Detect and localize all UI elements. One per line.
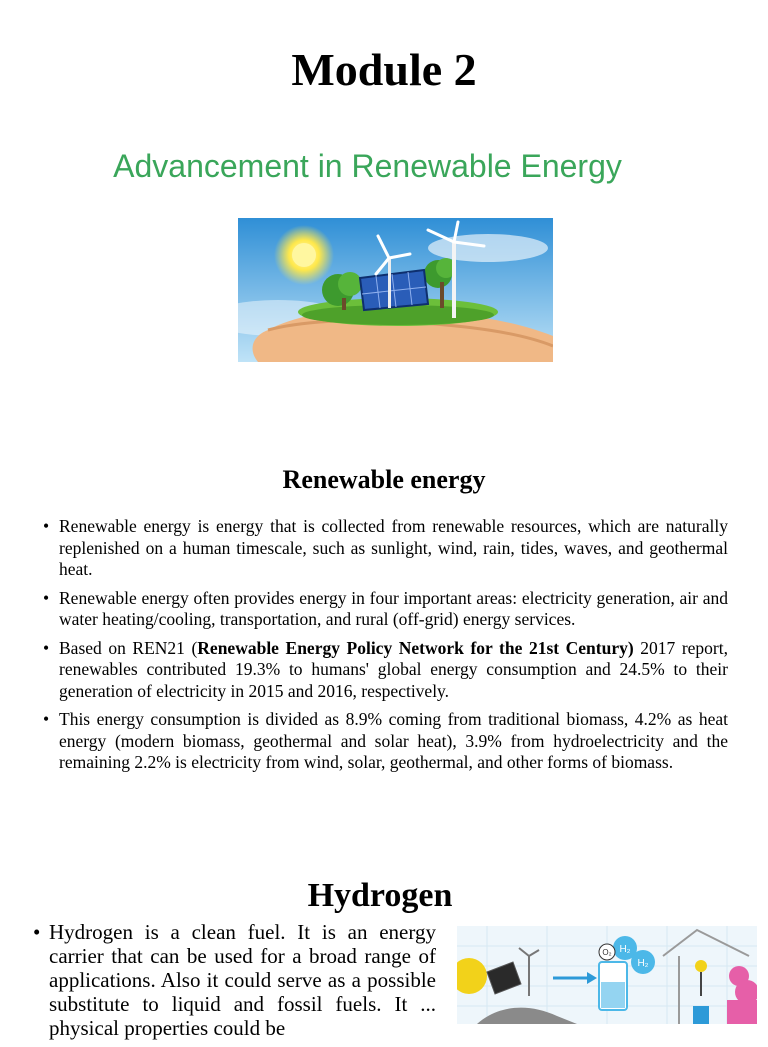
list-item: • Renewable energy is energy that is collected from renewable resources, which are naturally replenished on a human timescale, such as sunlight, wind, rain, tides, waves, and geothermal heat. [43, 516, 728, 579]
hero-image [238, 218, 553, 362]
bullet-icon: • [33, 920, 41, 944]
list-item: • Based on REN21 (Renewable Energy Policy Network for the 21st Century) 2017 report, renewables contributed 19.3% to humans' global energy consumption and 24.5% to their generation of electricity in 2015 and 2016, respectively. [43, 637, 728, 701]
list-item: • This energy consumption is divided as 8.9% coming from traditional biomass, 4.2% as heat energy (modern biomass, geothermal and solar heat), 3.9% from hydroelectricity and the remaining 2.2% is electricity from wind, solar, geothermal, and other forms of biomass. [43, 709, 728, 772]
renewable-energy-illustration [238, 218, 553, 362]
hydrogen-energy-illustration [457, 926, 757, 1024]
hydrogen-image [457, 926, 757, 1024]
h2-label: H₂ [637, 958, 649, 969]
list-item: • Hydrogen is a clean fuel. It is an energy carrier that can be used for a broad range of applications. Also it could serve as a possible substitute to liquid and fossil fuels. It ... physical properties could be [33, 920, 436, 1040]
page-title: Module 2 [291, 44, 477, 95]
list-item: • Renewable energy often provides energy in four important areas: electricity generation, air and water heating/cooling, transportation, and rural (off-grid) energy services. [43, 587, 728, 629]
hydrogen-bullet-list [33, 920, 436, 1047]
page-subtitle: Advancement in Renewable Energy [113, 148, 622, 184]
section-heading-renewable-energy: Renewable energy [282, 465, 486, 494]
bullet-icon: • [43, 637, 50, 658]
o2-label: O₂ [602, 948, 612, 957]
section-heading-hydrogen: Hydrogen [307, 877, 453, 914]
bullet-icon: • [43, 516, 50, 536]
ren21-expansion: Renewable Energy Policy Network for the 21st Century) [197, 637, 634, 658]
bullet-icon: • [43, 709, 50, 729]
h2-label: H₂ [619, 944, 631, 955]
renewable-energy-bullet-list [43, 516, 728, 781]
bullet-icon: • [43, 587, 50, 608]
